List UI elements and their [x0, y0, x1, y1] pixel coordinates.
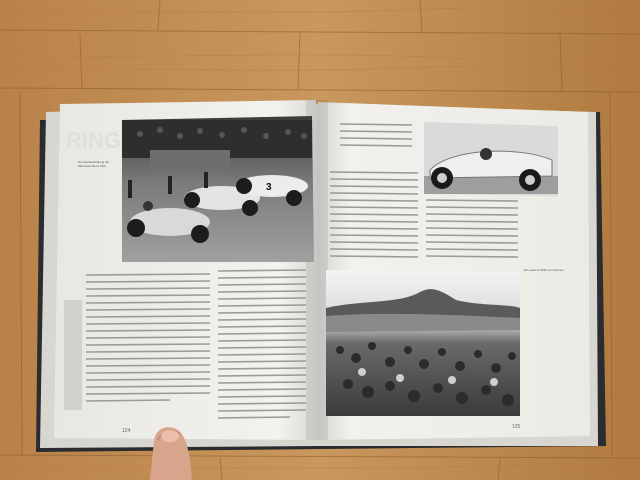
- left-margin-heading: RING: [66, 128, 121, 153]
- left-caption: Die Startaufstellung der Mercedes-Benz SSK: [78, 160, 110, 168]
- right-page-photo-car: [424, 122, 558, 196]
- right-caption: Ein weiteres Bild vom Rennen: [524, 268, 565, 272]
- right-page-number: 125: [512, 424, 521, 430]
- left-page-number: 124: [122, 428, 131, 434]
- right-caption-box: [524, 268, 568, 312]
- left-caption-box: [78, 160, 120, 210]
- car-number: 3: [266, 182, 272, 193]
- right-page-photo-crowd: [326, 270, 520, 416]
- left-sidebar-bar: [64, 300, 82, 410]
- left-page-photo: [122, 116, 314, 262]
